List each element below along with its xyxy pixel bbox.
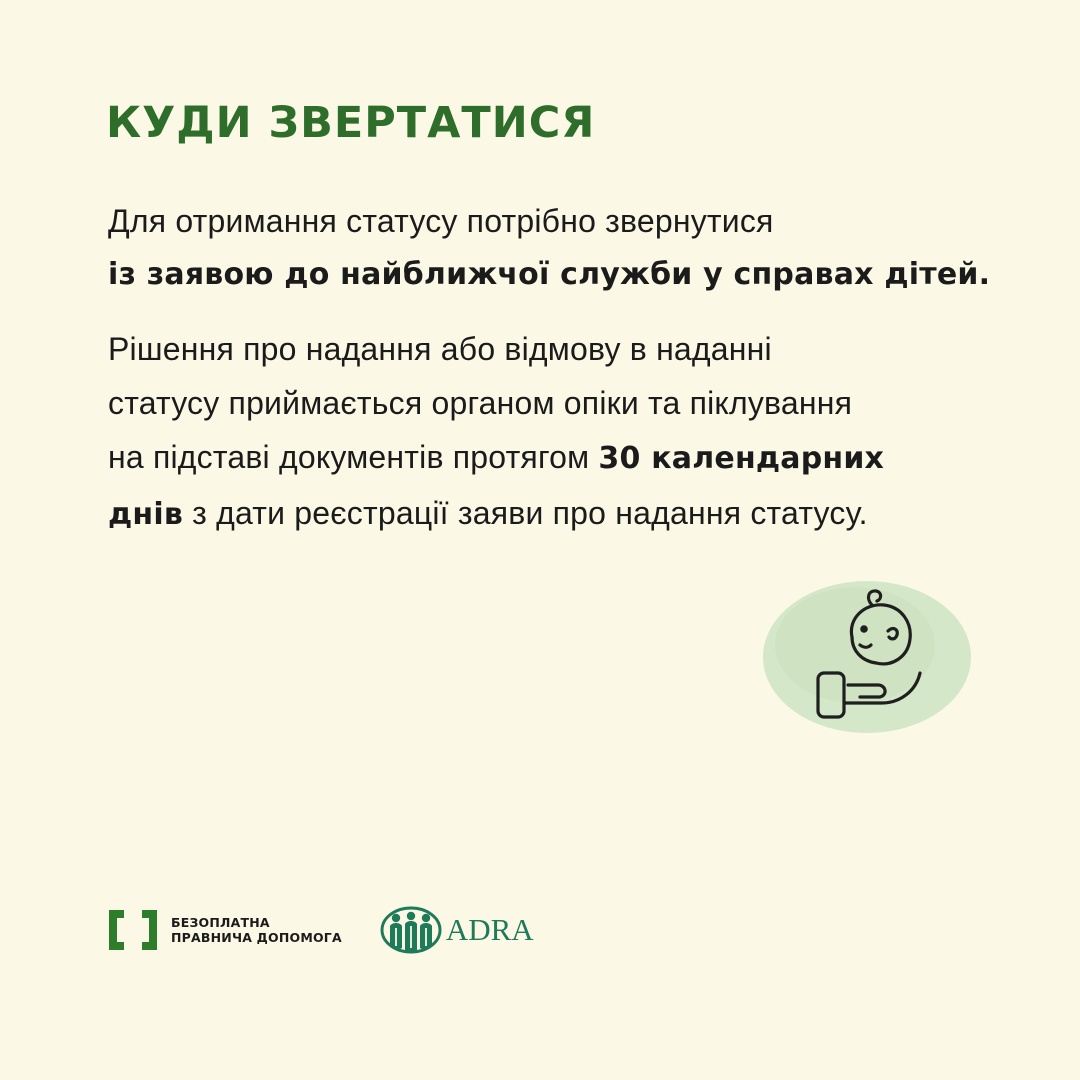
decision-line-4-text: з дати реєстрації заяви про надання статусу. xyxy=(183,495,868,531)
baby-in-hand-icon xyxy=(760,575,975,735)
adra-logo-text: ADRA xyxy=(445,912,534,947)
decision-days-word: днів xyxy=(108,497,184,532)
bpd-logo-text xyxy=(171,915,342,945)
decision-line-3 xyxy=(108,430,884,486)
page-title: КУДИ ЗВЕРТАТИСЯ xyxy=(106,98,596,148)
intro-line-2-bold: із заявою до найближчої служби у справах дітей. xyxy=(108,257,991,292)
decision-days-count: 30 календарних xyxy=(598,441,885,476)
adra-people-globe-icon xyxy=(380,906,442,954)
intro-paragraph xyxy=(108,194,990,302)
bpd-line-1: БЕЗОПЛАТНА xyxy=(171,915,270,930)
bpd-line-2: ПРАВНИЧА ДОПОМОГА xyxy=(171,930,342,945)
brackets-logo-icon xyxy=(107,907,159,953)
decision-line-1: Рішення про надання або відмову в наданні xyxy=(108,331,772,367)
footer-logos xyxy=(107,906,534,954)
decision-line-4 xyxy=(108,486,884,542)
decision-line-2: статусу приймається органом опіки та піклування xyxy=(108,385,853,421)
adra-logo xyxy=(380,906,534,954)
decision-line-3-text: на підставі документів протягом xyxy=(108,439,599,475)
intro-line-1: Для отримання статусу потрібно звернутися xyxy=(108,203,774,239)
bpd-logo xyxy=(107,907,342,953)
decision-paragraph xyxy=(108,322,884,542)
